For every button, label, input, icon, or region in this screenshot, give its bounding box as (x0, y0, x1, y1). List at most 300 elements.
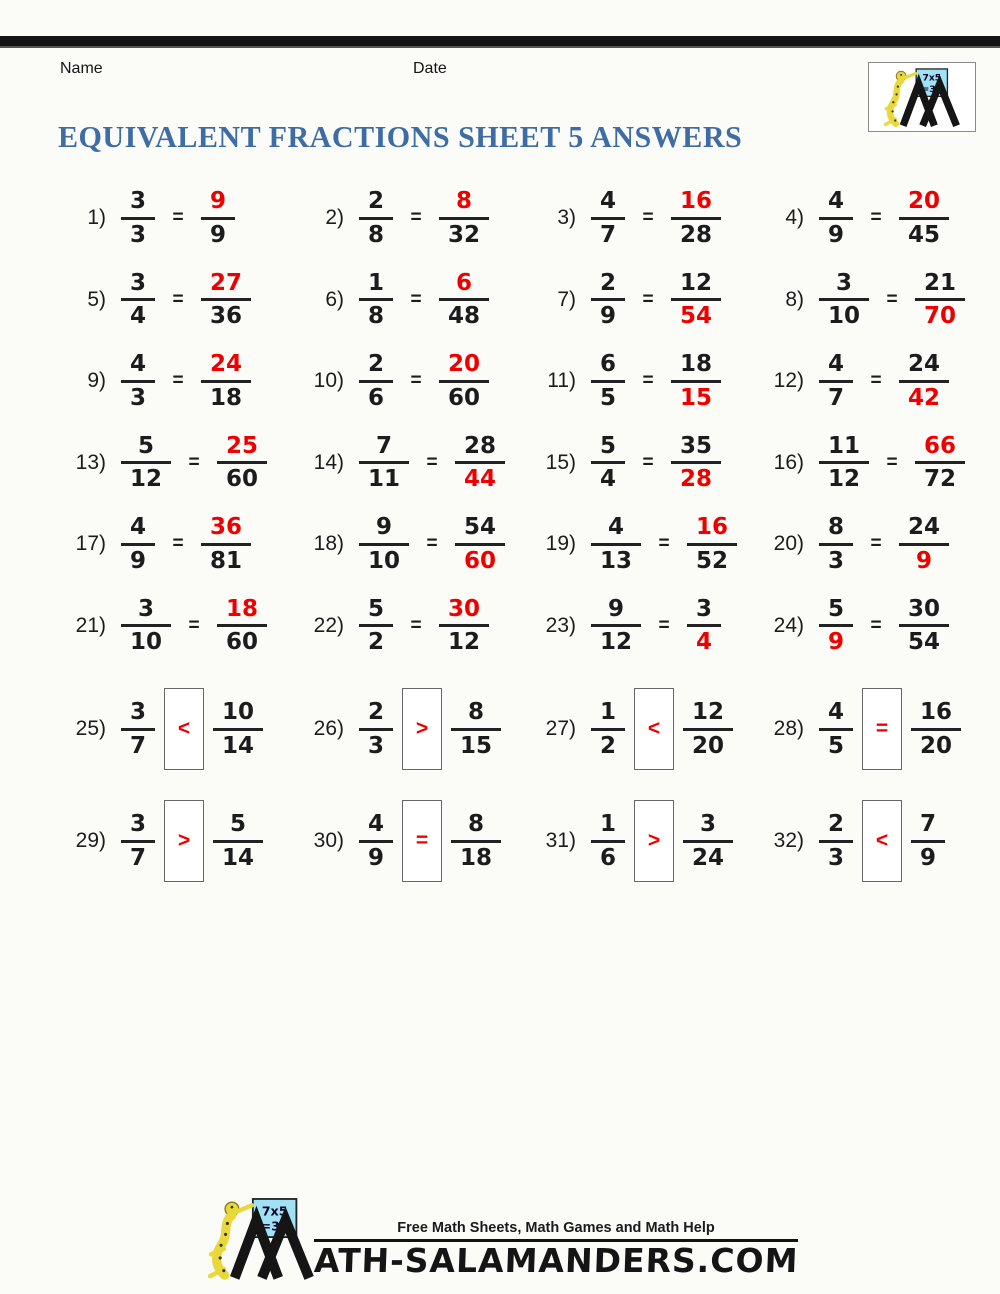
fraction-denominator: 10 (368, 547, 401, 574)
fraction-right (213, 697, 263, 762)
fraction-numerator: 6 (456, 269, 473, 296)
fraction-right (915, 431, 965, 496)
fraction-left (121, 431, 171, 496)
comparison-answer-box (634, 800, 674, 882)
equals-sign: = (410, 370, 422, 392)
problem (520, 431, 748, 496)
equals-sign: = (886, 451, 898, 473)
fraction-denominator: 60 (464, 547, 497, 574)
fraction-right (899, 512, 949, 577)
top-border-bar (0, 36, 1000, 48)
fraction-right (213, 809, 263, 874)
fraction-left (121, 349, 155, 414)
equivalence-problem-row (50, 431, 980, 496)
comparison-answer-box (634, 688, 674, 770)
fraction-numerator: 3 (700, 810, 717, 837)
fraction-right (671, 268, 721, 333)
fraction-denominator: 12 (448, 629, 481, 656)
equals-sign: = (188, 614, 200, 636)
fraction-numerator: 4 (828, 188, 845, 214)
fraction-left (359, 512, 409, 577)
problem-number: 2) (325, 206, 344, 230)
fraction-denominator: 54 (680, 303, 713, 330)
fraction-denominator: 4 (130, 303, 147, 330)
fraction-denominator: 60 (226, 466, 259, 493)
problem (50, 512, 288, 577)
problem-number: 31) (545, 829, 576, 852)
problem (520, 268, 748, 333)
fraction-right (217, 431, 267, 496)
fraction-numerator: 7 (376, 432, 393, 459)
fraction-denominator: 5 (828, 732, 845, 759)
equivalence-problem-row (50, 349, 980, 414)
problem-number: 30) (313, 829, 344, 852)
problem (520, 800, 748, 882)
comparison-symbol: < (177, 717, 191, 740)
equals-sign: = (642, 288, 654, 310)
fraction-numerator: 2 (600, 269, 617, 296)
fraction-numerator: 18 (226, 595, 259, 622)
problem-number: 19) (545, 532, 576, 556)
fraction-numerator: 1 (368, 269, 385, 296)
fraction-right (899, 594, 949, 659)
fraction-numerator: 2 (368, 698, 385, 725)
fraction-left (819, 697, 853, 762)
fraction-denominator: 52 (696, 547, 729, 574)
problem-number: 22) (313, 613, 344, 637)
fraction-numerator: 1 (600, 810, 617, 837)
fraction-numerator: 18 (680, 351, 713, 377)
fraction-numerator: 27 (210, 269, 243, 296)
fraction-denominator: 5 (600, 384, 617, 411)
fraction-left (591, 512, 641, 577)
fraction-numerator: 20 (448, 351, 481, 377)
fraction-denominator: 15 (680, 384, 713, 411)
fraction-denominator: 7 (130, 732, 147, 759)
fraction-denominator: 11 (368, 466, 401, 493)
problem-number: 13) (75, 450, 106, 474)
comparison-answer-box (862, 800, 902, 882)
fraction-numerator: 3 (696, 595, 713, 622)
fraction-numerator: 28 (464, 432, 497, 459)
equals-sign: = (870, 614, 882, 636)
fraction-denominator: 13 (600, 547, 633, 574)
fraction-denominator: 12 (600, 629, 633, 656)
fraction-left (819, 594, 853, 659)
fraction-denominator: 6 (368, 384, 385, 411)
problem (748, 594, 970, 659)
problem-number: 17) (75, 532, 106, 556)
problem (748, 268, 970, 333)
comparison-symbol: > (177, 829, 191, 852)
fraction-right (201, 512, 251, 577)
problem-number: 20) (773, 532, 804, 556)
equals-sign: = (426, 451, 438, 473)
fraction-denominator: 14 (222, 732, 255, 759)
footer-wordmark: ATH-SALAMANDERS.COM (313, 1241, 799, 1281)
fraction-left (121, 512, 155, 577)
fraction-denominator: 44 (464, 466, 497, 493)
fraction-numerator: 9 (376, 514, 393, 540)
fraction-left (591, 186, 625, 251)
fraction-right (911, 809, 945, 874)
comparison-symbol: = (415, 829, 429, 852)
fraction-right (451, 809, 501, 874)
fraction-right (671, 349, 721, 414)
fraction-right (899, 349, 949, 414)
problem-number: 10) (313, 369, 344, 393)
problem-number: 1) (87, 206, 106, 230)
fraction-left (591, 349, 625, 414)
fraction-numerator: 2 (368, 188, 385, 214)
fraction-denominator: 32 (448, 221, 481, 248)
fraction-denominator: 4 (696, 629, 713, 656)
problem (288, 512, 520, 577)
comparison-symbol: > (647, 829, 661, 852)
date-label: Date (413, 60, 447, 77)
fraction-denominator: 54 (908, 629, 941, 656)
fraction-numerator: 30 (908, 595, 941, 622)
fraction-right (439, 349, 489, 414)
fraction-right (915, 268, 965, 333)
equivalence-problem-row (50, 186, 980, 251)
fraction-left (121, 697, 155, 762)
fraction-left (819, 186, 853, 251)
fraction-left (591, 697, 625, 762)
fraction-numerator: 2 (368, 351, 385, 377)
fraction-numerator: 3 (836, 269, 853, 296)
problem-number: 8) (785, 287, 804, 311)
fraction-right (683, 809, 733, 874)
fraction-denominator: 20 (920, 732, 953, 759)
fraction-right (201, 349, 251, 414)
fraction-denominator: 60 (448, 384, 481, 411)
fraction-numerator: 9 (210, 188, 227, 214)
comparison-answer-box (402, 688, 442, 770)
fraction-numerator: 9 (608, 595, 625, 622)
fraction-numerator: 3 (130, 698, 147, 725)
fraction-left (359, 349, 393, 414)
problem-number: 26) (313, 717, 344, 740)
fraction-numerator: 5 (368, 595, 385, 622)
fraction-right (201, 268, 251, 333)
fraction-numerator: 4 (828, 351, 845, 377)
problems-area (50, 186, 980, 908)
problem-number: 9) (87, 369, 106, 393)
equals-sign: = (658, 533, 670, 555)
problem-number: 27) (545, 717, 576, 740)
equivalence-problem-row (50, 512, 980, 577)
fraction-numerator: 7 (920, 810, 937, 837)
fraction-numerator: 30 (448, 595, 481, 622)
fraction-numerator: 5 (828, 595, 845, 622)
fraction-left (359, 594, 393, 659)
problem-number: 32) (773, 829, 804, 852)
equals-sign: = (658, 614, 670, 636)
equals-sign: = (410, 614, 422, 636)
problem (288, 349, 520, 414)
equivalence-problem-row (50, 268, 980, 333)
comparison-symbol: < (875, 829, 889, 852)
math-salamanders-logo-badge (868, 62, 976, 132)
fraction-right (899, 186, 949, 251)
fraction-right (217, 594, 267, 659)
problem-number: 25) (75, 717, 106, 740)
fraction-left (121, 809, 155, 874)
fraction-denominator: 81 (210, 547, 243, 574)
fraction-denominator: 18 (210, 384, 243, 411)
equals-sign: = (426, 533, 438, 555)
fraction-denominator: 10 (828, 303, 861, 330)
fraction-numerator: 24 (908, 514, 941, 540)
fraction-numerator: 8 (456, 188, 473, 214)
fraction-denominator: 20 (692, 732, 725, 759)
fraction-numerator: 12 (680, 269, 713, 296)
fraction-left (819, 349, 853, 414)
fraction-denominator: 28 (680, 466, 713, 493)
salamander-logo-icon (202, 1196, 320, 1280)
problem (50, 268, 288, 333)
fraction-denominator: 14 (222, 844, 255, 871)
equals-sign: = (188, 451, 200, 473)
fraction-denominator: 45 (908, 221, 941, 248)
fraction-numerator: 16 (920, 698, 953, 725)
comparison-symbol: < (647, 717, 661, 740)
fraction-right (687, 512, 737, 577)
problem-number: 3) (557, 206, 576, 230)
fraction-numerator: 4 (828, 698, 845, 725)
fraction-denominator: 9 (368, 844, 385, 871)
fraction-numerator: 4 (130, 351, 147, 377)
problem (520, 512, 748, 577)
fraction-numerator: 4 (368, 810, 385, 837)
problem (50, 186, 288, 251)
fraction-left (819, 268, 869, 333)
fraction-left (591, 431, 625, 496)
equals-sign: = (172, 288, 184, 310)
fraction-left (819, 809, 853, 874)
problem (748, 512, 970, 577)
problem-number: 23) (545, 613, 576, 637)
equals-sign: = (410, 288, 422, 310)
fraction-right (439, 268, 489, 333)
fraction-left (819, 431, 869, 496)
problem (748, 349, 970, 414)
fraction-left (591, 268, 625, 333)
equals-sign: = (870, 370, 882, 392)
fraction-left (591, 809, 625, 874)
fraction-numerator: 4 (130, 514, 147, 540)
problem (748, 186, 970, 251)
fraction-denominator: 3 (368, 732, 385, 759)
fraction-numerator: 3 (138, 595, 155, 622)
equivalence-problem-row (50, 594, 980, 659)
fraction-numerator: 20 (908, 188, 941, 214)
fraction-denominator: 42 (908, 384, 941, 411)
fraction-denominator: 9 (828, 629, 845, 656)
equals-sign: = (870, 207, 882, 229)
problem-number: 4) (785, 206, 804, 230)
comparison-symbol: = (875, 717, 889, 740)
fraction-denominator: 8 (368, 303, 385, 330)
equals-sign: = (410, 207, 422, 229)
fraction-denominator: 3 (828, 547, 845, 574)
comparison-answer-box (402, 800, 442, 882)
fraction-denominator: 2 (368, 629, 385, 656)
comparison-answer-box (164, 688, 204, 770)
fraction-left (591, 594, 641, 659)
fraction-denominator: 12 (828, 466, 861, 493)
fraction-right (671, 431, 721, 496)
fraction-left (121, 594, 171, 659)
fraction-left (359, 431, 409, 496)
fraction-denominator: 60 (226, 629, 259, 656)
problem (288, 268, 520, 333)
problem-number: 29) (75, 829, 106, 852)
equals-sign: = (642, 370, 654, 392)
equals-sign: = (172, 533, 184, 555)
problem (50, 800, 288, 882)
problem-number: 5) (87, 287, 106, 311)
fraction-denominator: 7 (130, 844, 147, 871)
problem-number: 24) (773, 613, 804, 637)
footer-tagline: Free Math Sheets, Math Games and Math Help (397, 1220, 715, 1237)
fraction-denominator: 48 (448, 303, 481, 330)
fraction-denominator: 7 (600, 221, 617, 248)
fraction-numerator: 11 (828, 432, 861, 459)
comparison-problem-row (50, 688, 980, 770)
fraction-left (359, 268, 393, 333)
problem-number: 15) (545, 450, 576, 474)
fraction-denominator: 72 (924, 466, 957, 493)
fraction-right (911, 697, 961, 762)
equals-sign: = (642, 207, 654, 229)
problem (288, 431, 520, 496)
fraction-right (687, 594, 721, 659)
fraction-denominator: 18 (460, 844, 493, 871)
fraction-denominator: 24 (692, 844, 725, 871)
fraction-denominator: 7 (828, 384, 845, 411)
fraction-numerator: 5 (600, 432, 617, 459)
problem-number: 18) (313, 532, 344, 556)
comparison-problem-row (50, 800, 980, 882)
fraction-left (819, 512, 853, 577)
footer-text-column (314, 1220, 798, 1280)
problem (288, 186, 520, 251)
fraction-numerator: 6 (600, 351, 617, 377)
name-label: Name (60, 60, 103, 77)
fraction-right (439, 186, 489, 251)
problem (50, 349, 288, 414)
fraction-left (121, 268, 155, 333)
fraction-numerator: 24 (210, 351, 243, 377)
fraction-denominator: 28 (680, 221, 713, 248)
equals-sign: = (886, 288, 898, 310)
fraction-denominator: 3 (828, 844, 845, 871)
fraction-denominator: 6 (600, 844, 617, 871)
fraction-numerator: 5 (230, 810, 247, 837)
fraction-left (121, 186, 155, 251)
fraction-numerator: 10 (222, 698, 255, 725)
fraction-numerator: 2 (828, 810, 845, 837)
fraction-numerator: 16 (696, 514, 729, 540)
fraction-denominator: 3 (130, 221, 147, 248)
problem (520, 688, 748, 770)
fraction-denominator: 15 (460, 732, 493, 759)
fraction-right (683, 697, 733, 762)
fraction-right (201, 186, 235, 251)
problem (748, 431, 970, 496)
fraction-right (455, 431, 505, 496)
fraction-left (359, 809, 393, 874)
equals-sign: = (172, 370, 184, 392)
problem-number: 21) (75, 613, 106, 637)
fraction-denominator: 9 (210, 221, 227, 248)
fraction-numerator: 4 (608, 514, 625, 540)
problem (520, 594, 748, 659)
problem (748, 800, 970, 882)
fraction-numerator: 8 (468, 810, 485, 837)
fraction-denominator: 9 (828, 221, 845, 248)
fraction-right (451, 697, 501, 762)
fraction-right (671, 186, 721, 251)
footer-branding (0, 1196, 1000, 1280)
equals-sign: = (172, 207, 184, 229)
problem-number: 12) (773, 369, 804, 393)
problem-number: 14) (313, 450, 344, 474)
problem (520, 349, 748, 414)
fraction-numerator: 3 (130, 269, 147, 296)
fraction-numerator: 12 (692, 698, 725, 725)
problem (748, 688, 970, 770)
fraction-left (359, 697, 393, 762)
comparison-symbol: > (415, 717, 429, 740)
problem-number: 7) (557, 287, 576, 311)
problem-number: 16) (773, 450, 804, 474)
fraction-right (455, 512, 505, 577)
fraction-numerator: 54 (464, 514, 497, 540)
fraction-denominator: 12 (130, 466, 163, 493)
fraction-left (359, 186, 393, 251)
problem (288, 688, 520, 770)
salamander-logo-icon (878, 67, 966, 127)
fraction-denominator: 9 (600, 303, 617, 330)
fraction-numerator: 24 (908, 351, 941, 377)
fraction-denominator: 3 (130, 384, 147, 411)
equals-sign: = (870, 533, 882, 555)
fraction-numerator: 16 (680, 188, 713, 214)
fraction-denominator: 9 (916, 547, 933, 574)
fraction-numerator: 3 (130, 188, 147, 214)
fraction-denominator: 10 (130, 629, 163, 656)
fraction-numerator: 25 (226, 432, 259, 459)
problem-number: 28) (773, 717, 804, 740)
equals-sign: = (642, 451, 654, 473)
fraction-denominator: 70 (924, 303, 957, 330)
problem (288, 800, 520, 882)
fraction-denominator: 9 (130, 547, 147, 574)
problem (50, 594, 288, 659)
fraction-denominator: 2 (600, 732, 617, 759)
problem (50, 688, 288, 770)
problem (288, 594, 520, 659)
fraction-numerator: 66 (924, 432, 957, 459)
problem (50, 431, 288, 496)
fraction-numerator: 36 (210, 514, 243, 540)
fraction-numerator: 8 (828, 514, 845, 540)
comparison-answer-box (164, 800, 204, 882)
fraction-numerator: 8 (468, 698, 485, 725)
